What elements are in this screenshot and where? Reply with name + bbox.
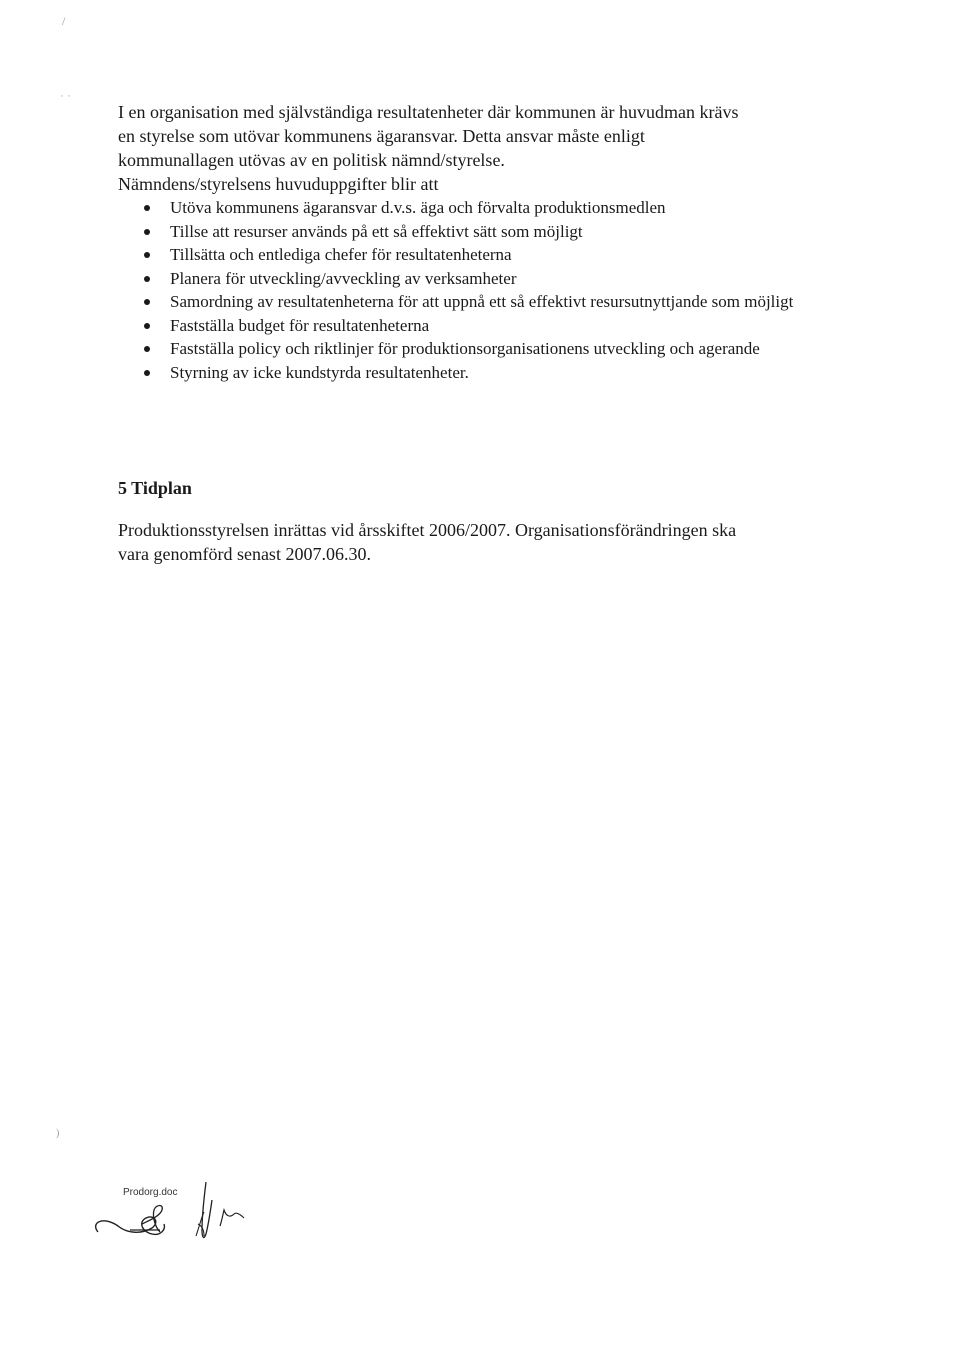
bullet-icon: [144, 370, 150, 376]
section-body-line: vara genomförd senast 2007.06.30.: [118, 544, 371, 564]
list-item-text: Fastställa policy och riktlinjer för produktionsorganisationens utveckling och agerande: [170, 339, 760, 358]
list-item: [118, 243, 798, 267]
section-heading: 5 Tidplan: [118, 478, 192, 498]
signature-icon: [90, 1180, 290, 1250]
list-item: [118, 290, 798, 314]
scan-mark: /: [62, 14, 66, 28]
bullet-icon: [144, 252, 150, 258]
list-item: [118, 337, 798, 361]
bullet-icon: [144, 276, 150, 282]
footer: [90, 1180, 290, 1250]
list-item: [118, 196, 798, 220]
bullet-icon: [144, 205, 150, 211]
section-body: [118, 518, 798, 566]
bullet-icon: [144, 299, 150, 305]
list-item: [118, 314, 798, 338]
intro-line: kommunallagen utövas av en politisk nämnd/styrelse.: [118, 150, 505, 170]
intro-line: Nämndens/styrelsens huvuduppgifter blir att: [118, 174, 439, 194]
footer-filename: Prodorg.doc: [123, 1187, 178, 1198]
intro-line: en styrelse som utövar kommunens ägaransvar. Detta ansvar måste enligt: [118, 126, 645, 146]
scan-mark: ): [56, 1128, 60, 1139]
list-item-text: Samordning av resultatenheterna för att uppnå ett så effektivt resursutnyttjande som möjligt: [170, 292, 794, 311]
list-item: [118, 220, 798, 244]
list-item-text: Planera för utveckling/avveckling av verksamheter: [170, 268, 517, 288]
list-item-text: Styrning av icke kundstyrda resultatenheter.: [170, 362, 469, 382]
bullet-icon: [144, 229, 150, 235]
list-item: [118, 267, 798, 291]
intro-line: I en organisation med självständiga resultatenheter där kommunen är huvudman krävs: [118, 102, 739, 122]
list-item: [118, 361, 798, 385]
bullet-icon: [144, 323, 150, 329]
scan-mark: ˙ ˙: [60, 92, 71, 106]
list-item-text: Tillse att resurser används på ett så effektivt sätt som möjligt: [170, 221, 583, 241]
list-item-text: Tillsätta och entlediga chefer för resultatenheterna: [170, 245, 512, 264]
duties-list: [118, 196, 798, 384]
list-item-text: Fastställa budget för resultatenheterna: [170, 315, 430, 335]
list-item-text: Utöva kommunens ägaransvar d.v.s. äga och förvalta produktionsmedlen: [170, 198, 666, 217]
intro-paragraph: [118, 100, 798, 196]
section-body-line: Produktionsstyrelsen inrättas vid årsskiftet 2006/2007. Organisationsförändringen ska: [118, 520, 737, 540]
bullet-icon: [144, 346, 150, 352]
